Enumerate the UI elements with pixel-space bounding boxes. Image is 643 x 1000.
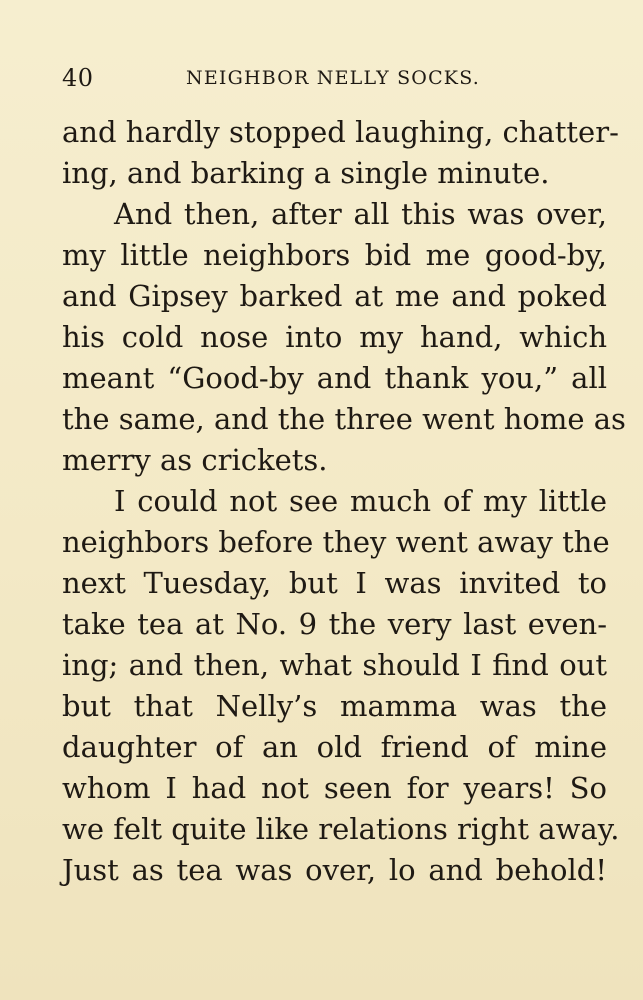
text-line-5: and Gipsey barked at me and poked (62, 279, 607, 313)
body-text (62, 112, 626, 891)
text-line-15: but that Nelly’s mamma was the (62, 689, 607, 723)
text-line-3: And then, after all this was over, (114, 197, 607, 231)
text-line-9: merry as crickets. (62, 443, 328, 477)
text-line-2: ing, and barking a single minute. (62, 156, 550, 190)
text-line-18: we felt quite like relations right away. (62, 812, 620, 846)
text-line-17: whom I had not seen for years! So (62, 771, 607, 805)
text-line-16: daughter of an old friend of mine (62, 730, 607, 764)
running-head (62, 60, 607, 96)
text-line-11: neighbors before they went away the (62, 525, 610, 559)
text-line-7: meant “Good-by and thank you,” all (62, 361, 607, 395)
text-line-6: his cold nose into my hand, which (62, 320, 607, 354)
text-line-19: Just as tea was over, lo and behold! (62, 853, 607, 887)
text-line-12: next Tuesday, but I was invited to (62, 566, 607, 600)
text-line-4: my little neighbors bid me good-by, (62, 238, 607, 272)
text-line-8: the same, and the three went home as (62, 402, 626, 436)
page-number: 40 (62, 64, 94, 92)
text-line-1: and hardly stopped laughing, chatter- (62, 115, 619, 149)
text-line-14: ing; and then, what should I find out (62, 648, 607, 682)
text-line-13: take tea at No. 9 the very last even- (62, 607, 607, 641)
text-line-10: I could not see much of my little (114, 484, 607, 518)
running-title: NEIGHBOR NELLY SOCKS. (186, 67, 480, 89)
